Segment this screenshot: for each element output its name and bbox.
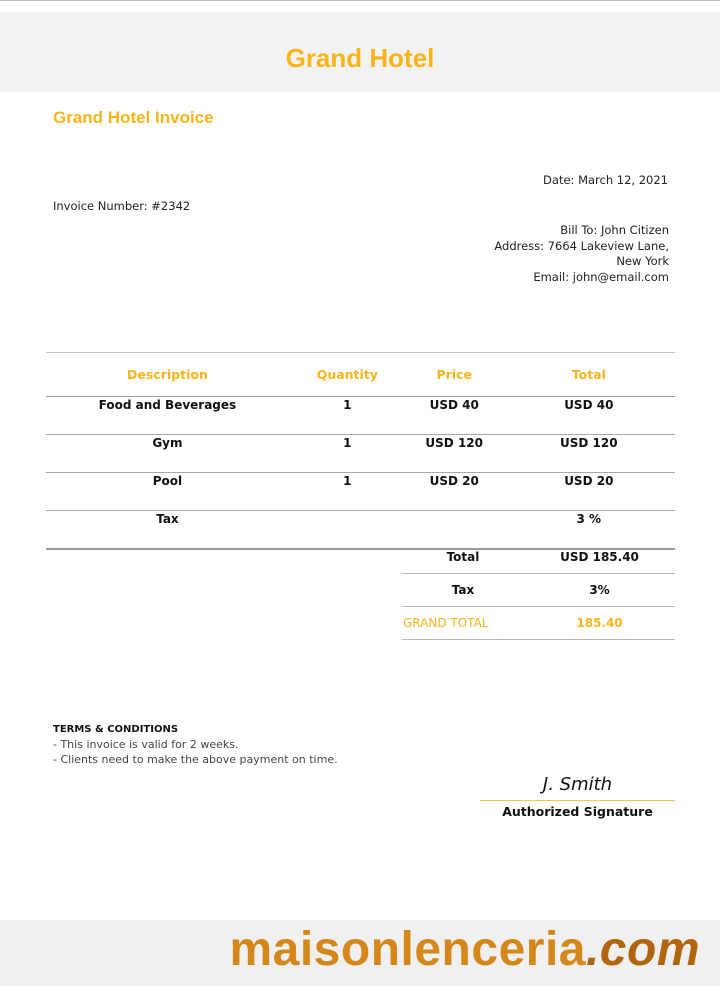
items-header-row [46, 353, 675, 397]
row-description: Tax [46, 511, 289, 550]
terms-title: TERMS & CONDITIONS [53, 724, 179, 735]
summary-tax-value: 3% [524, 574, 675, 607]
table-row [46, 473, 675, 511]
hotel-name: Grand Hotel [285, 43, 435, 73]
summary-total-label: Total [402, 541, 524, 574]
summary-tax-row [402, 574, 675, 607]
row-total: USD 120 [503, 435, 675, 473]
signature-line [480, 800, 675, 801]
row-price: USD 20 [406, 473, 503, 511]
signature-name: J. Smith [542, 774, 613, 795]
row-price: USD 40 [406, 397, 503, 435]
terms-line: - This invoice is valid for 2 weeks. [53, 738, 239, 751]
signature-label: Authorized Signature [502, 804, 653, 819]
row-quantity: 1 [289, 397, 406, 435]
watermark-tld: .com [585, 923, 700, 976]
invoice-number: Invoice Number: #2342 [53, 199, 191, 213]
items-table [46, 352, 675, 550]
invoice-date: Date: March 12, 2021 [543, 173, 668, 187]
invoice-title: Grand Hotel Invoice [53, 108, 214, 127]
row-description: Pool [46, 473, 289, 511]
header-quantity: Quantity [289, 353, 406, 397]
grand-total-label: GRAND TOTAL [402, 607, 524, 640]
bill-to-block [494, 223, 669, 285]
summary-tax-label: Tax [402, 574, 524, 607]
watermark-name: maisonlenceria [229, 923, 586, 976]
header-total: Total [503, 353, 675, 397]
bill-to-address-line1: Address: 7664 Lakeview Lane, [494, 238, 669, 253]
row-total: 3 % [503, 511, 675, 550]
grand-total-value: 185.40 [524, 607, 675, 640]
bill-to-email: Email: john@email.com [533, 269, 669, 284]
summary-total-value: USD 185.40 [524, 541, 675, 574]
bill-to-name: Bill To: John Citizen [560, 223, 669, 237]
footer-watermark [229, 922, 700, 977]
row-total: USD 40 [503, 397, 675, 435]
row-quantity: 1 [289, 473, 406, 511]
terms-block [53, 722, 338, 767]
header-price: Price [406, 353, 503, 397]
top-rule [0, 0, 720, 1]
bill-to-address-line2: New York [616, 254, 669, 268]
row-description: Food and Beverages [46, 397, 289, 435]
summary-grand-total-row [402, 607, 675, 640]
row-price: USD 120 [406, 435, 503, 473]
row-total: USD 20 [503, 473, 675, 511]
table-row [46, 397, 675, 435]
header-description: Description [46, 353, 289, 397]
row-description: Gym [46, 435, 289, 473]
row-quantity: 1 [289, 435, 406, 473]
summary-table [402, 541, 675, 640]
table-row [46, 435, 675, 473]
terms-line: - Clients need to make the above payment on time. [53, 753, 338, 766]
row-quantity [289, 511, 406, 550]
summary-total-row [402, 541, 675, 574]
